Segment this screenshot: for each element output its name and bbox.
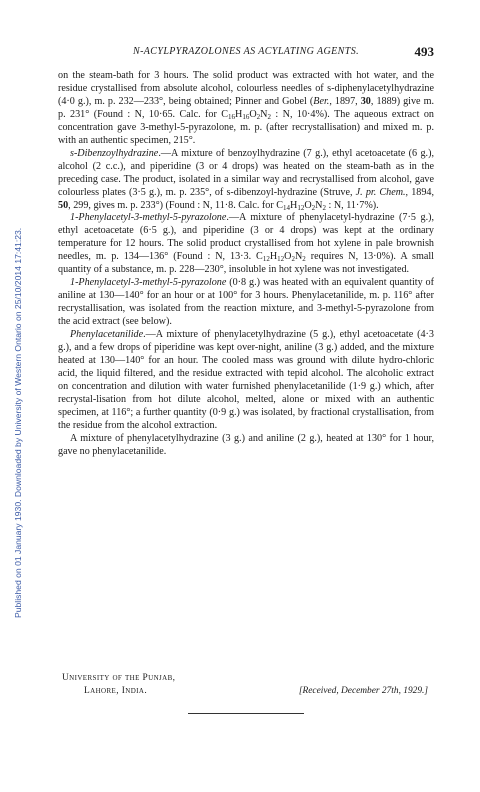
text-run: : N, 11·7%). [325, 199, 379, 211]
paragraph-4 [58, 277, 434, 329]
text-run: , 1897, [329, 95, 361, 107]
journal-name: J. pr. Chem. [355, 186, 406, 198]
formula-subscript: 2 [311, 203, 316, 212]
text-run: on the steam-bath for 3 hours. The solid product was extracted with hot water, and the residue crystallised from absolute alcohol, colourless needles of s-diphenylacetylhydrazine (4·0 g.), m. p. 232—233°, being obtained; Pinner and Gobel ( [58, 70, 434, 107]
volume-number: 50 [58, 199, 69, 211]
text-run: .—A mixture of phenylacetyl-hydrazine (7·5 g.), ethyl acetoacetate (6·5 g.), and piperidine (3 or 4 drops) was kept at the ordinary temperature for 12 hours. The solid product crystallised from hot xylene in pale brownish needles, m. p. 134—136° (Found : N, 13·3. C [58, 212, 434, 263]
text-run: O [284, 251, 292, 263]
text-run: O [304, 199, 312, 211]
formula-subscript: 16 [242, 112, 250, 121]
text-run: , 299, gives m. p. 233°) (Found : N, 11·8. Calc. for C [68, 199, 283, 211]
margin-publication-note [2, 28, 23, 628]
article-footer [58, 672, 434, 698]
text-run: N [315, 199, 323, 211]
paragraph-1 [58, 70, 434, 148]
text-run: A mixture of phenylacetylhydrazine (3 g.) and aniline (2 g.), heated at 130° for 1 hour, gave no phenylacetanilide. [58, 432, 434, 457]
text-run: requires N, 13·0%). A small quantity of a substance, m. p. 228—230°, insoluble in hot xylene was not investigated. [58, 251, 434, 276]
affiliation-line-1: University of the Punjab, [62, 673, 176, 683]
text-run: N [294, 251, 303, 263]
received-date: [Received, December 27th, 1929.] [298, 686, 428, 696]
text-run: H [235, 108, 243, 120]
text-run: .—A mixture of phenylacetylhydrazine (5 g.), ethyl acetoacetate (4·3 g.), and a few drops of piperidine was kept over-night, aniline (3 g.) added, and the mixture heated at 130—140° for an hour. The cooled mass was ground with dilute hydro-chloric acid, the liquid filtered, and the residue extracted with tepid alcohol. The alcoholic extract on concentration and dilution with water furnished phenylacetanilide (1·9 g.) which, after recrystal-lisation from hot dilute alcohol, melted, alone or mixed with an authentic specimen, at 116°; a further quantity (0·9 g.) was isolated, by fractional crystallisation, from the residue from the alcohol extraction. [58, 329, 434, 431]
compound-heading: s-Dibenzoylhydrazine [70, 147, 159, 159]
text-run: : N, 10·4%). The aqueous extract on concentration gave 3-methyl-5-pyrazolone, m. p. (after recrystallisation) and mixed m. p. with an authentic specimen, 215°. [58, 108, 434, 146]
text-run: O [249, 108, 257, 120]
page-number: 493 [414, 44, 434, 59]
paragraph-2 [58, 148, 434, 213]
formula-subscript: 2 [322, 203, 326, 212]
page-header [58, 46, 434, 62]
formula-subscript: 2 [256, 112, 261, 121]
compound-heading: Phenylacetanilide [70, 329, 144, 341]
text-run: N [260, 108, 268, 120]
formula-subscript: 12 [262, 255, 270, 264]
paragraph-6 [58, 433, 434, 459]
formula-subscript: 2 [302, 255, 306, 264]
text-run: .—A mixture of benzoylhydrazine (7 g.), ethyl acetoacetate (6 g.), alcohol (2 c.c.), and piperidine (3 or 4 drops) was heated on the steam-bath as in the preceding case. The product, isolated in a similar way and recrystallised from alcohol, gave colourless plates (3·5 g.), m. p. 235°, of s-dibenzoyl-hydrazine (Struve, [58, 147, 434, 198]
end-rule [188, 713, 304, 714]
compound-heading: 1-Phenylacetyl-3-methyl-5-pyrazolone [70, 212, 227, 224]
running-title: N-ACYLPYRAZOLONES AS ACYLATING AGENTS. [133, 46, 359, 57]
text-run: H [269, 251, 278, 263]
formula-subscript: 14 [283, 203, 290, 212]
text-run: (0·8 g.) was heated with an equivalent quantity of aniline at 130—140° for an hour or at 100° for 3 hours. Phenylacetanilide, m. p. 116° after recrystallisation, was isolated from the reaction mixture, and 3-methyl-5-pyrazolone from the acid extract (see below). [58, 277, 434, 328]
affiliation-line-2: Lahore, India. [84, 686, 148, 696]
text-run: H [290, 199, 298, 211]
text-run: , 1889) give m. p. 231° (Found : N, 10·65. Calc. for C [58, 95, 434, 120]
formula-subscript: 2 [267, 112, 271, 121]
article-body [58, 70, 434, 459]
paragraph-5 [58, 329, 434, 433]
formula-subscript: 2 [291, 255, 295, 264]
formula-subscript: 12 [297, 203, 305, 212]
volume-number: 30 [360, 95, 371, 107]
paragraph-3 [58, 212, 434, 277]
formula-subscript: 16 [228, 112, 236, 121]
margin-publication-text: Published on 01 January 1930. Downloaded by University of Western Ontario on 25/10/2014 17:41:23. [13, 227, 23, 618]
formula-subscript: 12 [277, 255, 285, 264]
journal-name: Ber. [313, 95, 330, 107]
text-run: , 1894, [405, 186, 435, 198]
compound-name: 1-Phenylacetyl-3-methyl-5-pyrazolone [70, 277, 227, 289]
